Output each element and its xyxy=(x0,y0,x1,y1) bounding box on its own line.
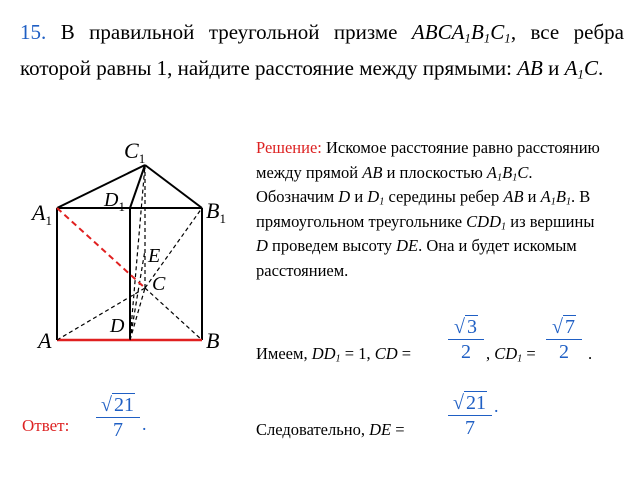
edge-c1b1 xyxy=(145,165,202,208)
label-a1: $A_1$ xyxy=(32,200,52,228)
fraction-answer: √ 21 7 xyxy=(96,394,140,441)
have-line: Имеем, $DD_1 = 1$, CD = xyxy=(256,344,412,365)
problem-text-2: , все ребра которой равны 1, найдите расстояние между прямыми: xyxy=(20,20,624,80)
problem-and: и xyxy=(542,56,565,80)
answer-label: Ответ: xyxy=(22,416,70,435)
label-c1: $C_1$ xyxy=(124,138,146,166)
problem-text: В правильной треугольной призме xyxy=(46,20,412,44)
prism-figure xyxy=(0,0,250,400)
edge-cb xyxy=(145,288,202,340)
fraction-de: √ 21 7 xyxy=(448,392,492,439)
have-line-2: , $CD_1$ = xyxy=(486,344,536,365)
label-d: D xyxy=(110,315,125,337)
label-b: B xyxy=(206,328,220,353)
fraction-cd1: √ 7 2 xyxy=(546,316,582,363)
line-a1c-drawn xyxy=(57,208,145,288)
fraction-answer-dot: . xyxy=(142,414,147,434)
line-ab: AB xyxy=(517,56,543,80)
prism-name: $ABCA_1B_1C_1$ xyxy=(411,20,511,46)
solution-label: Решение: xyxy=(256,138,322,157)
problem-end: . xyxy=(597,56,604,80)
label-d1: $D_1$ xyxy=(104,189,125,214)
label-c: C xyxy=(152,273,166,295)
have-dot: . xyxy=(588,344,593,363)
fraction-de-dot: . xyxy=(494,396,499,416)
segment-dc1 xyxy=(130,165,145,340)
label-b1: $B_1$ xyxy=(206,198,226,226)
solution-text: Решение: Искомое расстояние равно расстоянию между прямой AB и плоскостью $A_1B_1C$. Обозначим D и $D_1$ середины ребер AB и $A_1B_1$. В прямоугольном треугольнике $CDD_1$ из вершины D проведем высоту DE. Она и будет искомым расстоянием. xyxy=(256,138,600,280)
conclusion-line: Следовательно, DE = xyxy=(256,420,405,439)
label-e: E xyxy=(148,245,161,267)
line-a1c: $A_1C$ xyxy=(564,56,598,82)
problem-number: 15. xyxy=(20,20,47,44)
fraction-cd: √ 3 2 xyxy=(448,316,484,363)
label-a: A xyxy=(38,328,52,353)
